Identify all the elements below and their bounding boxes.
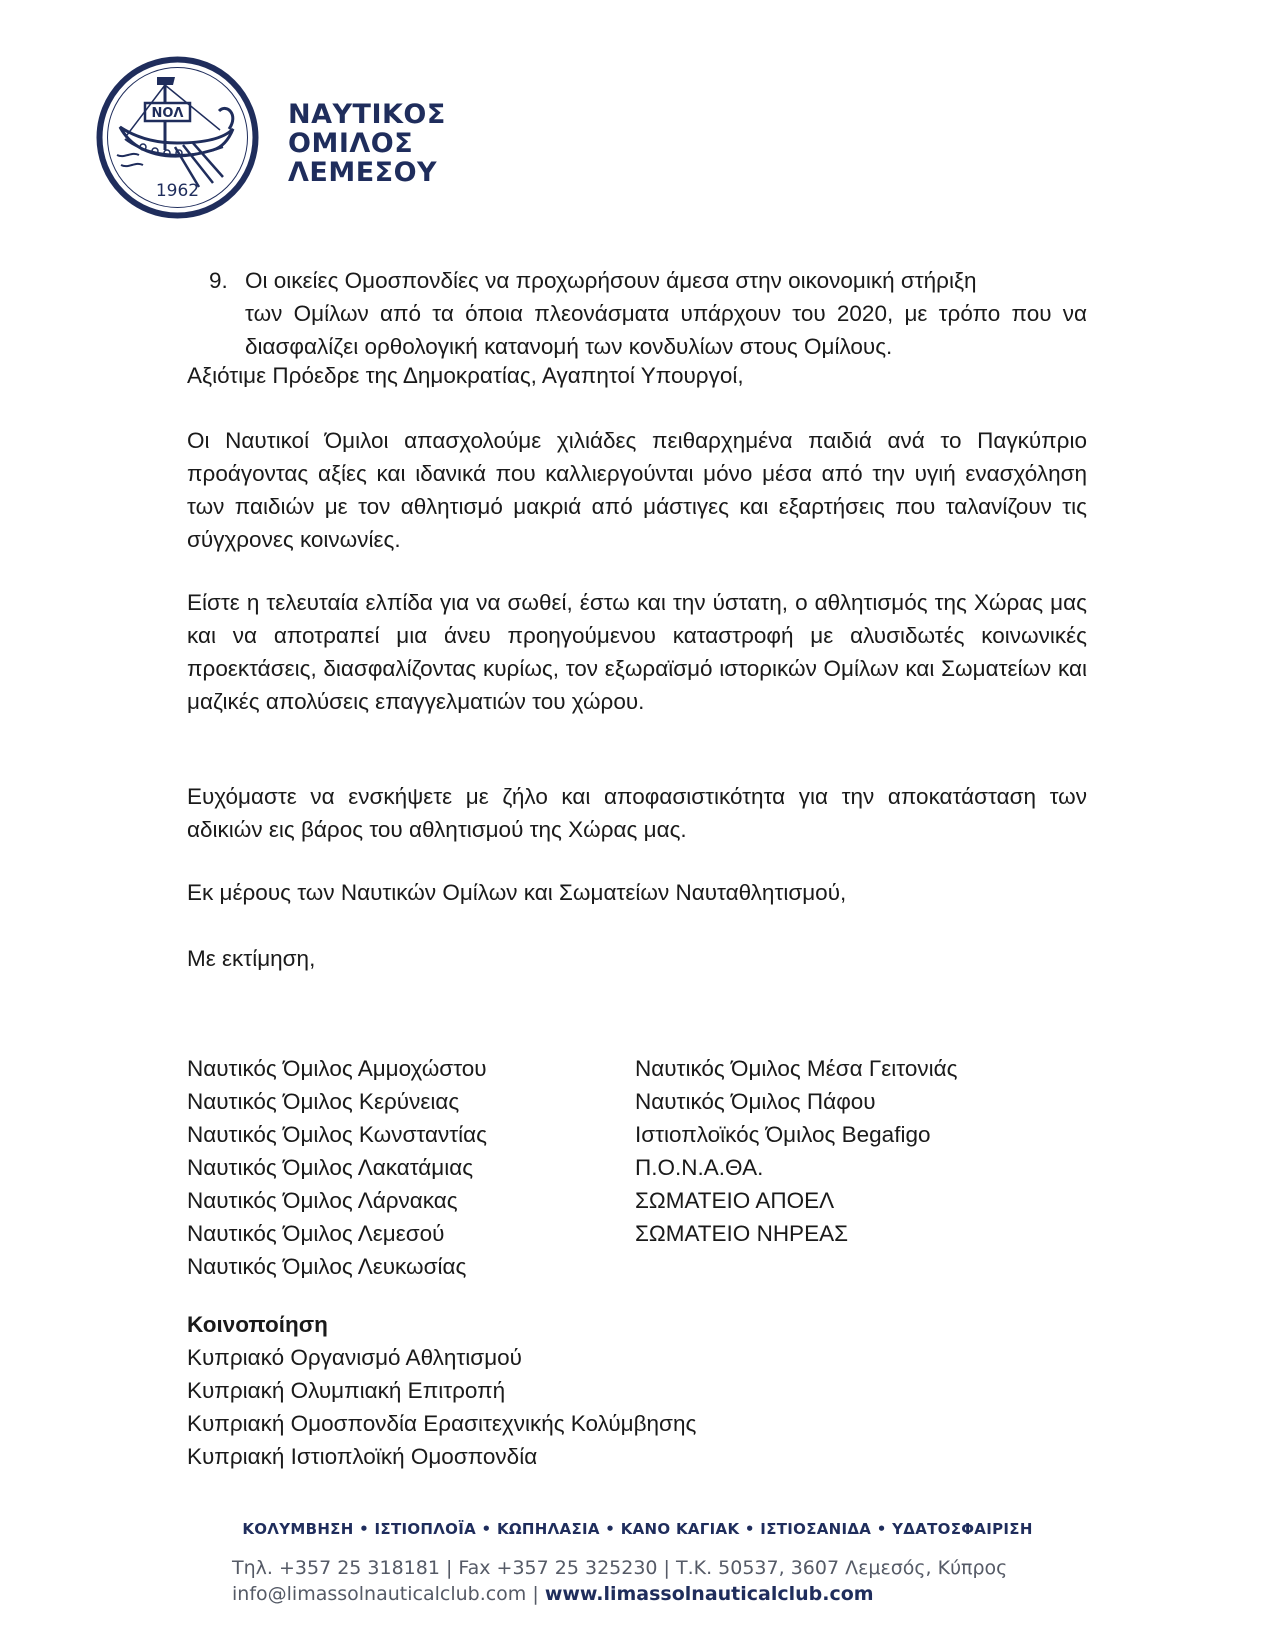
logo-year: 1962: [155, 181, 200, 201]
item-text: [209, 264, 1087, 363]
club-name-line-1: ΝΑΥΤΙΚΟΣ: [288, 99, 446, 130]
item-text-line-1: Οι οικείες Ομοσπονδίες να προχωρήσουν άμεσα στην οικονομική στήριξη: [245, 268, 977, 293]
web-line: [232, 1581, 1007, 1607]
signatory: Ναυτικός Όμιλος Πάφου: [635, 1089, 876, 1114]
signatory: ΣΩΜΑΤΕΙΟ ΑΠΟΕΛ: [635, 1188, 835, 1213]
recipient: Κυπριακή Ομοσπονδία Ερασιτεχνικής Κολύμβησης: [187, 1411, 697, 1436]
paragraph-1: Οι Ναυτικοί Όμιλοι απασχολούμε χιλιάδες πειθαρχημένα παιδιά ανά το Παγκύπριο προάγοντας αξίες και ιδανικά που καλλιεργούνται μόνο μέσα από την υγιή ενασχόληση των παιδιών με τον αθλητισμό μακριά από μάστιγες και εξαρτήσεις που ταλανίζουν τις σύγχρονες κοινωνίες.: [187, 428, 1087, 552]
club-name: [288, 100, 446, 187]
club-name-line-3: ΛΕΜΕΣΟΥ: [288, 157, 438, 188]
behalf-line: Εκ μέρους των Ναυτικών Ομίλων και Σωματείων Ναυταθλητισμού,: [187, 880, 847, 905]
footer-contact: [232, 1555, 1007, 1607]
closing: Με εκτίμηση,: [187, 946, 316, 971]
recipient: Κυπριακή Ιστιοπλοϊκή Ομοσπονδία: [187, 1444, 538, 1469]
paragraph-3: Ευχόμαστε να ενσκήψετε με ζήλο και αποφασιστικότητα για την αποκατάσταση των αδικιών εις βάρος του αθλητισμού της Χώρας μας.: [187, 784, 1087, 842]
notification-recipients: [187, 1341, 696, 1473]
signatory: ΣΩΜΑΤΕΙΟ ΝΗΡΕΑΣ: [635, 1221, 848, 1246]
signatory: Ναυτικός Όμιλος Λεμεσού: [187, 1221, 445, 1246]
contact-line: Τηλ. +357 25 318181 | Fax +357 25 325230 | Τ.Κ. 50537, 3607 Λεμεσός, Κύπρος: [232, 1557, 1008, 1579]
logo-ship-label: ΝΟΛ: [151, 106, 184, 121]
signatory: Π.Ο.Ν.Α.ΘΑ.: [635, 1155, 764, 1180]
salutation: Αξιότιμε Πρόεδρε της Δημοκρατίας, Αγαπητοί Υπουργοί,: [187, 363, 744, 388]
footer-separator: |: [526, 1583, 545, 1605]
email-link[interactable]: info@limassolnauticalclub.com: [232, 1583, 527, 1605]
logo-emblem-icon: [95, 55, 260, 220]
signatory: Ιστιοπλοϊκός Όμιλος Begafigo: [635, 1122, 931, 1147]
footer-sports: ΚΟΛΥΜΒΗΣΗ • ΙΣΤΙΟΠΛΟΪΑ • ΚΩΠΗΛΑΣΙΑ • ΚΑΝΟ ΚΑΓΙΑΚ • ΙΣΤΙΟΣΑΝΙΔΑ • ΥΔΑΤΟΣΦΑΙΡΙΣΗ: [242, 1520, 1033, 1538]
club-logo: [95, 55, 260, 220]
signatories-right: [635, 1052, 1085, 1250]
recipient: Κυπριακό Οργανισμό Αθλητισμού: [187, 1345, 522, 1370]
item-number: 9.: [209, 268, 228, 293]
signatory: Ναυτικός Όμιλος Λευκωσίας: [187, 1254, 467, 1279]
club-name-line-2: ΟΜΙΛΟΣ: [288, 128, 414, 159]
paragraph-2: Είστε η τελευταία ελπίδα για να σωθεί, έστω και την ύστατη, ο αθλητισμός της Χώρας μας και να αποτραπεί μια άνευ προηγούμενου καταστροφή με αλυσιδωτές κοινωνικές προεκτάσεις, διασφαλίζοντας κυρίως, τον εξωραϊσμό ιστορικών Ομίλων και Σωματείων και μαζικές απολύσεις επαγγελματιών του χώρου.: [187, 590, 1087, 714]
recipient: Κυπριακή Ολυμπιακή Επιτροπή: [187, 1378, 506, 1403]
signatory: Ναυτικός Όμιλος Κερύνειας: [187, 1089, 460, 1114]
signatory: Ναυτικός Όμιλος Λακατάμιας: [187, 1155, 474, 1180]
item-text-rest: των Ομίλων από τα όποια πλεονάσματα υπάρχουν του 2020, με τρόπο που να διασφαλίζει ορθολογική κατανομή των κονδυλίων στους Ομίλους.: [245, 301, 1087, 359]
signatories-left: [187, 1052, 627, 1283]
signatory: Ναυτικός Όμιλος Κωνσταντίας: [187, 1122, 487, 1147]
signatory: Ναυτικός Όμιλος Μέσα Γειτονιάς: [635, 1056, 958, 1081]
website-link[interactable]: www.limassolnauticalclub.com: [544, 1583, 874, 1605]
numbered-item-9: [209, 264, 1087, 363]
signatory: Ναυτικός Όμιλος Αμμοχώστου: [187, 1056, 487, 1081]
notification-title: Κοινοποίηση: [187, 1312, 328, 1337]
signatory: Ναυτικός Όμιλος Λάρνακας: [187, 1188, 458, 1213]
